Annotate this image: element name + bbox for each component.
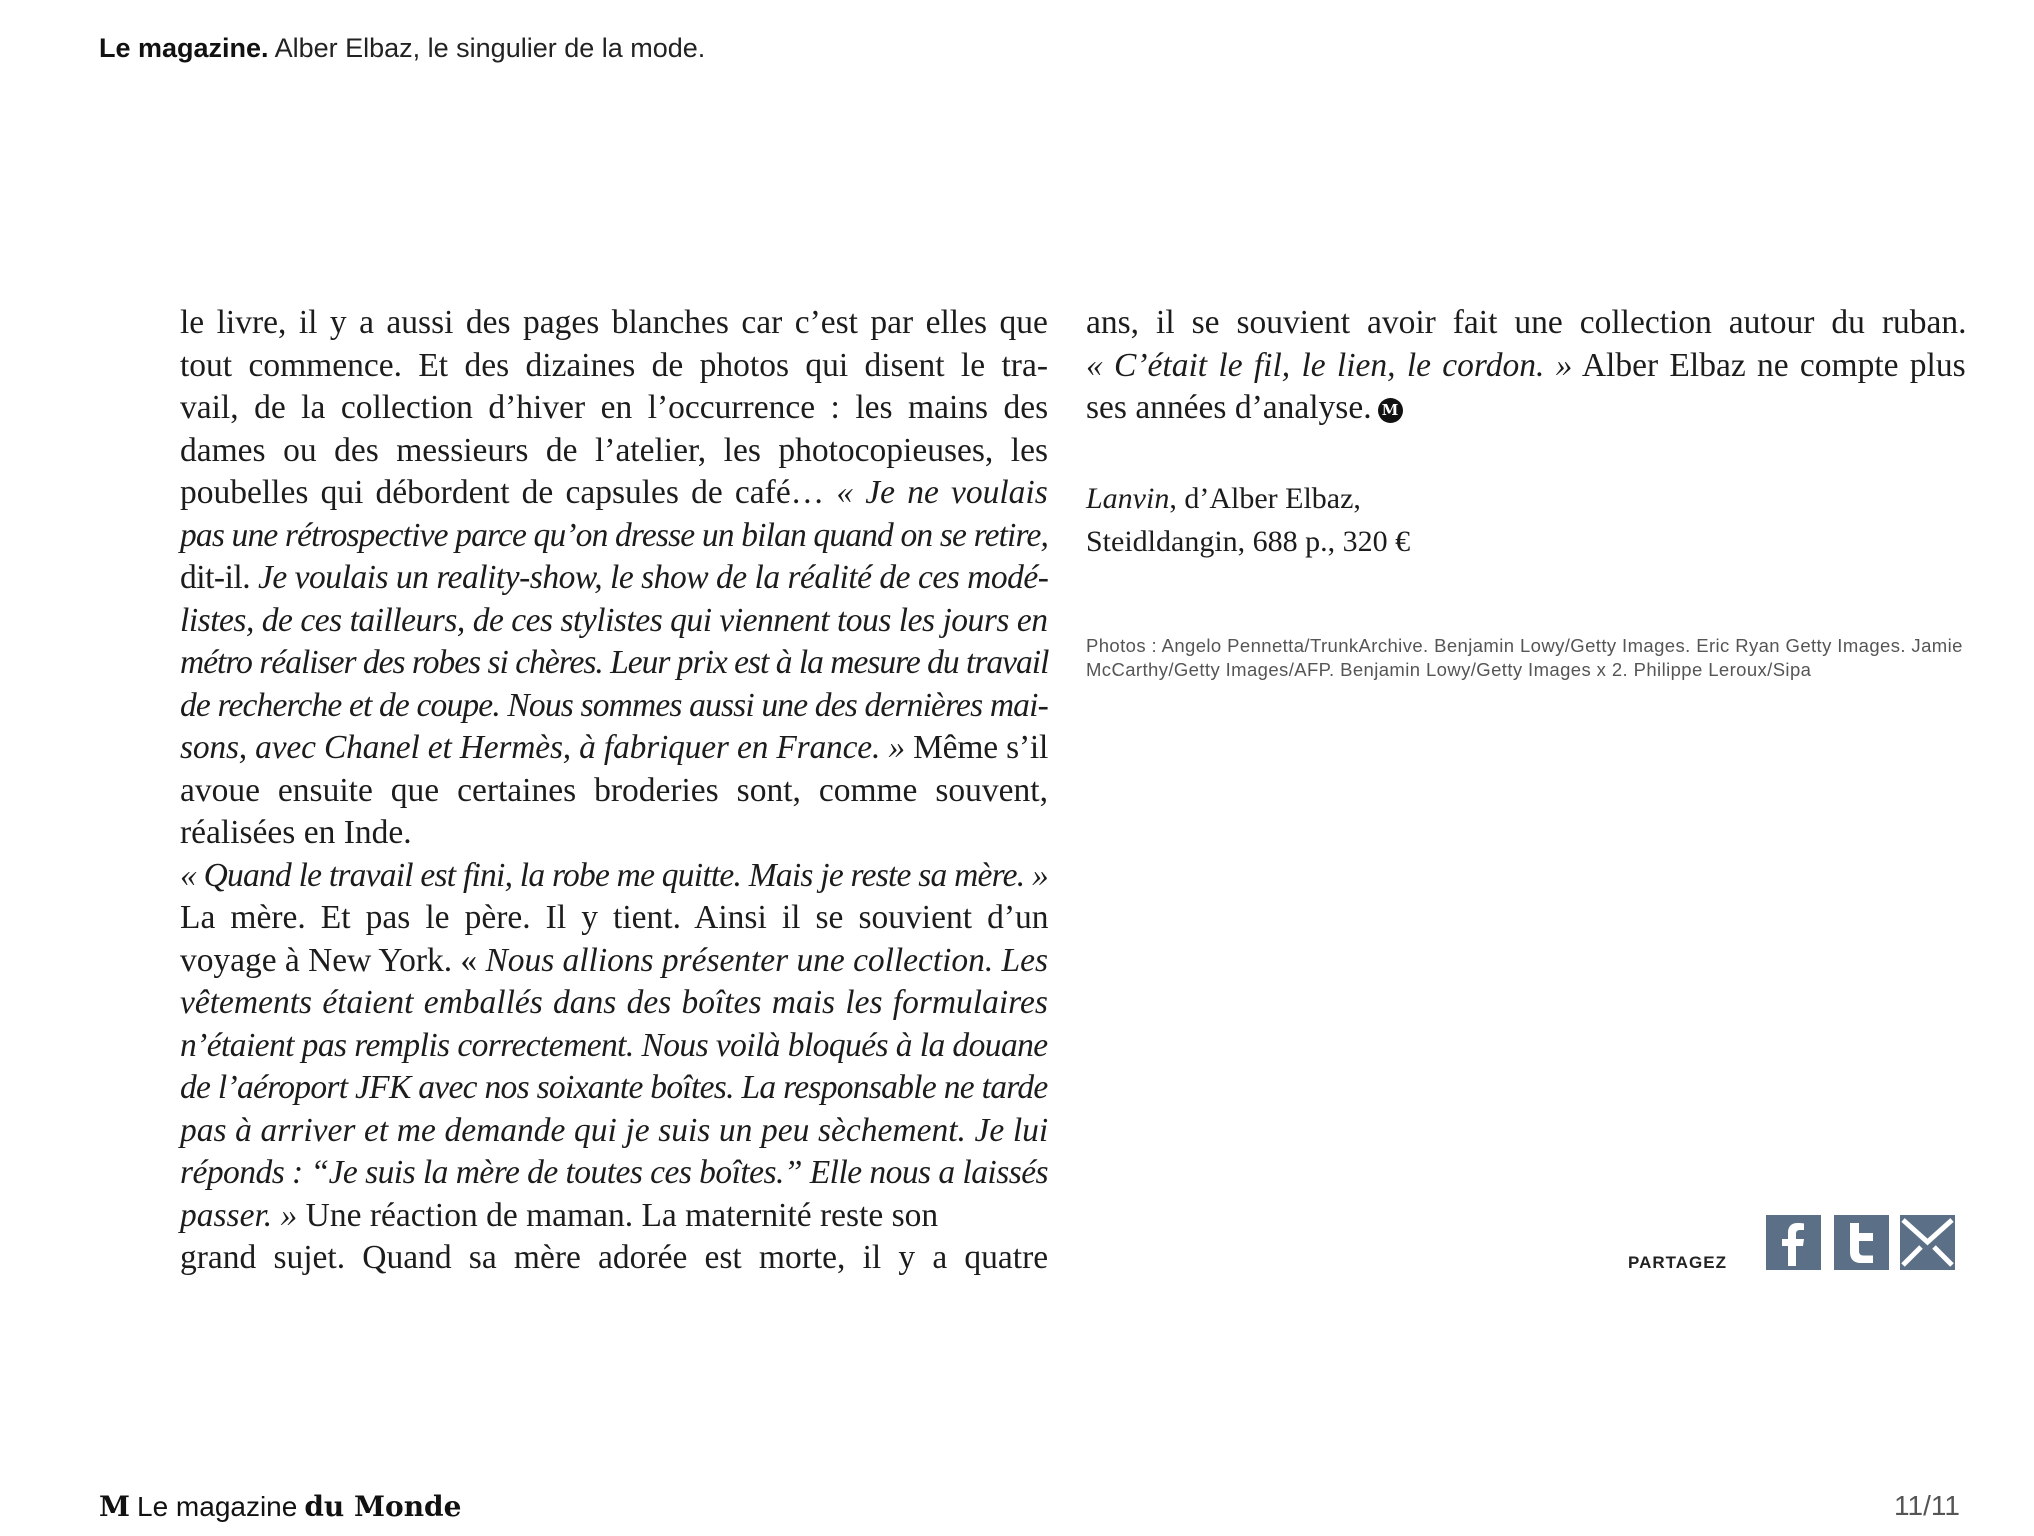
italic-segment: de recherche et de coupe. Nous sommes aussi une des dernières mai- bbox=[180, 686, 1048, 724]
text-line bbox=[180, 600, 1048, 643]
page-header bbox=[99, 33, 705, 64]
italic-segment: « Je ne voulais bbox=[836, 474, 1048, 511]
book-publisher: Steidldangin, 688 p., 320 € bbox=[1086, 524, 1411, 558]
text-segment: tout commence. Et des dizaines de photos qui disent le tra- bbox=[180, 346, 1048, 384]
article-column-right bbox=[1086, 302, 1966, 430]
text-segment: poubelles qui débordent de capsules de café… bbox=[180, 474, 837, 511]
facebook-share-button[interactable] bbox=[1766, 1215, 1821, 1270]
text-line bbox=[180, 1152, 1048, 1195]
text-segment: La mère. Et pas le père. Il y tient. Ainsi il se souvient d’un bbox=[180, 899, 1049, 936]
italic-segment: de l’aéroport JFK avec nos soixante boîtes. La responsable ne tarde bbox=[180, 1069, 1048, 1106]
text-segment: Une réaction de maman. La maternité reste son bbox=[297, 1196, 939, 1234]
text-line bbox=[180, 897, 1048, 940]
text-segment: avoue ensuite que certaines broderies sont, comme souvent, bbox=[180, 771, 1048, 809]
italic-segment: métro réaliser des robes si chères. Leur prix est à la mesure du travail bbox=[180, 644, 1049, 681]
italic-segment: « C’était le fil, le lien, le cordon. » bbox=[1086, 346, 1573, 384]
text-line bbox=[180, 430, 1048, 473]
italic-segment: sons, avec Chanel et Hermès, à fabriquer en France. » bbox=[180, 729, 905, 766]
text-segment: ses années d’analyse. bbox=[1086, 389, 1372, 426]
text-line bbox=[180, 1237, 1048, 1280]
facebook-icon bbox=[1766, 1215, 1821, 1270]
text-line bbox=[180, 1110, 1048, 1153]
text-segment: ans, il se souvient avoir fait une collection autour du ruban. bbox=[1086, 304, 1967, 341]
book-reference bbox=[1086, 478, 1410, 563]
page-number: 11/11 bbox=[1894, 1490, 1960, 1521]
text-line bbox=[180, 642, 1048, 685]
italic-segment: réponds : “Je suis la mère de toutes ces boîtes.” Elle nous a laissés bbox=[180, 1154, 1049, 1191]
text-segment: le livre, il y a aussi des pages blanches car c’est par elles que bbox=[180, 304, 1048, 341]
italic-segment: passer. » bbox=[180, 1196, 298, 1234]
email-share-button[interactable] bbox=[1900, 1215, 1955, 1270]
twitter-share-button[interactable] bbox=[1834, 1215, 1889, 1270]
end-of-article-icon: M bbox=[1378, 398, 1403, 423]
book-author: , d’Alber Elbaz, bbox=[1169, 482, 1361, 515]
text-line bbox=[180, 387, 1048, 430]
text-line bbox=[1086, 345, 1966, 388]
text-line bbox=[180, 770, 1048, 813]
text-line bbox=[1086, 387, 1966, 430]
text-line bbox=[180, 685, 1048, 728]
footer-logo[interactable] bbox=[99, 1490, 461, 1524]
italic-segment: listes, de ces tailleurs, de ces stylistes qui viennent tous les jours en bbox=[180, 601, 1048, 639]
italic-segment: « Quand le travail est fini, la robe me quitte. Mais je reste sa mère. » bbox=[180, 856, 1048, 894]
text-line bbox=[180, 982, 1048, 1025]
text-line bbox=[180, 855, 1048, 898]
italic-segment: Je voulais un reality-show, le show de la réalité de ces modé- bbox=[258, 559, 1049, 596]
text-segment: grand sujet. Quand sa mère adorée est morte, il y a quatre bbox=[180, 1239, 1049, 1276]
text-segment: Même s’il bbox=[904, 729, 1049, 766]
italic-segment: vêtements étaient emballés dans des boîtes mais les formulaires bbox=[180, 984, 1048, 1021]
book-title: Lanvin bbox=[1086, 482, 1170, 515]
text-line bbox=[180, 727, 1048, 770]
text-line bbox=[180, 515, 1048, 558]
text-line bbox=[180, 302, 1048, 345]
footer-logo-text: Le magazine bbox=[137, 1491, 298, 1522]
text-segment: Alber Elbaz ne compte plus bbox=[1572, 346, 1966, 384]
photo-credits: Photos : Angelo Pennetta/TrunkArchive. Benjamin Lowy/Getty Images. Eric Ryan Getty Images. Jamie McCarthy/Getty Images/AFP. Benjamin Lowy/Getty Images x 2. Philippe Leroux/Sipa bbox=[1086, 635, 1963, 680]
italic-segment: Nous allions présenter une collection. Les bbox=[485, 941, 1048, 979]
monde-logo-mark: M bbox=[99, 1490, 130, 1523]
text-line bbox=[180, 472, 1048, 515]
envelope-icon bbox=[1900, 1215, 1955, 1270]
text-line bbox=[180, 1067, 1048, 1110]
footer-logo-brand: du Monde bbox=[304, 1490, 462, 1523]
text-segment: voyage à New York. « bbox=[180, 941, 486, 979]
text-line bbox=[180, 1025, 1048, 1068]
section-label: Le magazine. bbox=[99, 33, 269, 63]
article-column-left bbox=[180, 302, 1048, 1280]
article-title: Alber Elbaz, le singulier de la mode. bbox=[274, 33, 706, 63]
text-segment: vail, de la collection d’hiver en l’occurrence : les mains des bbox=[180, 389, 1049, 426]
text-line bbox=[1086, 302, 1966, 345]
text-line bbox=[180, 1195, 1048, 1238]
text-segment: réalisées en Inde. bbox=[180, 814, 412, 851]
text-segment: dit-il. bbox=[180, 559, 258, 596]
italic-segment: pas une rétrospective parce qu’on dresse un bilan quand on se retire, bbox=[180, 516, 1049, 554]
text-segment: dames ou des messieurs de l’atelier, les photocopieuses, les bbox=[180, 431, 1049, 469]
text-line bbox=[180, 812, 1048, 855]
twitter-icon bbox=[1834, 1215, 1889, 1270]
italic-segment: pas à arriver et me demande qui je suis un peu sèchement. Je lui bbox=[180, 1111, 1049, 1149]
share-label: PARTAGEZ bbox=[1628, 1253, 1727, 1272]
italic-segment: n’étaient pas remplis correctement. Nous voilà bloqués à la douane bbox=[180, 1026, 1048, 1064]
text-line bbox=[180, 940, 1048, 983]
text-line bbox=[180, 557, 1048, 600]
text-line bbox=[180, 345, 1048, 388]
